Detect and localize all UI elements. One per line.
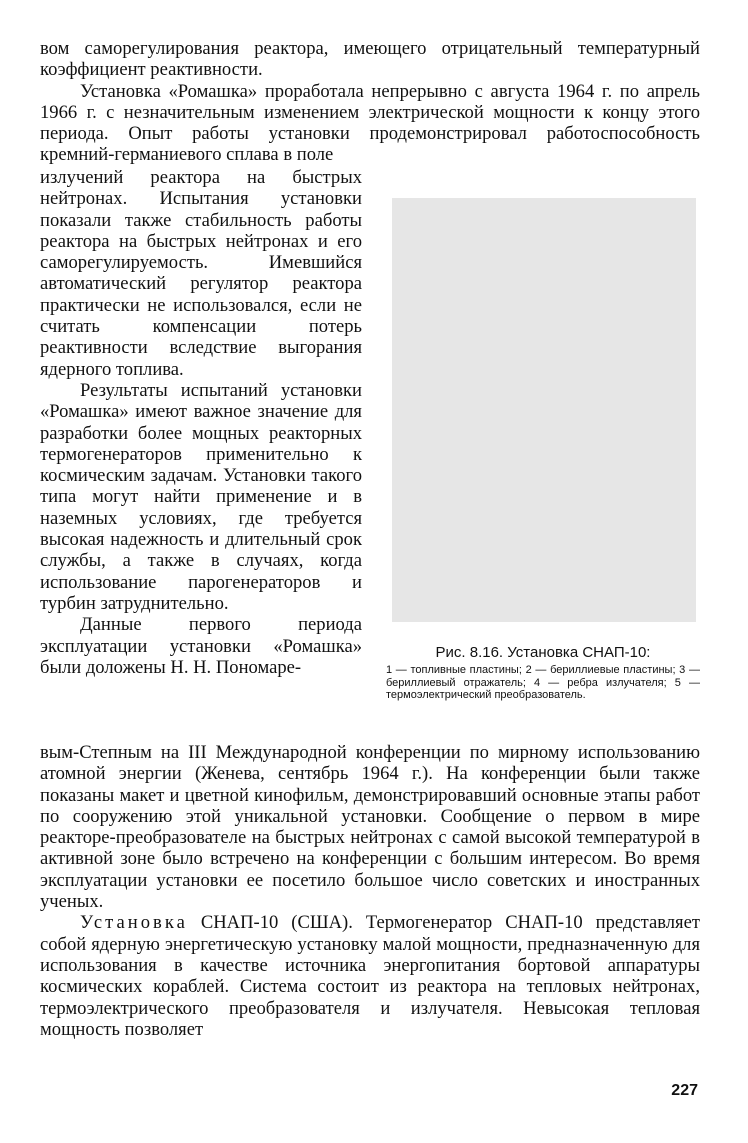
figure-caption <box>386 644 700 702</box>
paragraph-data: Данные первого периода эксплуатации установки «Ромашка» были доложены Н. Н. Пономаре- <box>40 614 362 678</box>
paragraph-continued: вом саморегулирования реактора, имеющего отрицательный температурный коэффициент реактивности. <box>40 38 700 81</box>
paragraph-snap10 <box>40 912 700 1040</box>
spaced-heading: Установка <box>80 912 188 934</box>
paragraph-romashka: Установка «Ромашка» проработала непрерывно с августа 1964 г. по апрель 1966 г. с незначительным изменением электрической мощности к концу этого периода. Опыт работы установки продемонстрировал работоспособность кремний-германиевого сплава в поле <box>40 80 700 166</box>
paragraph-radiation: излучений реактора на быстрых нейтронах. Испытания установки показали также стабильность работы реактора на быстрых нейтронах и его саморегулируемость. Имевшийся автоматический регулятор реактора практически не использовался, если не считать компенсации потерь реактивности вследствие выгорания ядерного топлива. <box>40 167 362 380</box>
top-text-block <box>40 38 700 166</box>
paragraph-results: Результаты испытаний установки «Ромашка» имеют важное значение для разработки более мощных реакторных термогенераторов применительно к космическим задачам. Установки такого типа могут найти применение и в наземных условиях, где требуется высокая надежность и длительный срок службы, а также в случаях, когда использование парогенераторов и турбин затруднительно. <box>40 379 362 614</box>
paragraph-snap10-body: СНАП-10 (США). Термогенератор СНАП-10 представляет собой ядерную энергетическую установку малой мощности, предназначенную для использования в качестве источника энергопитания бортовой аппаратуры космических кораблей. Система состоит из реактора на тепловых нейтронах, термоэлектрического преобразователя и излучателя. Невысокая тепловая мощность позволяет <box>40 912 700 1040</box>
bottom-text-block <box>40 742 700 1040</box>
caption-title: Рис. 8.16. Установка СНАП-10: <box>435 644 651 661</box>
caption-legend: 1 — топливные пластины; 2 — бериллиевые пластины; 3 — бериллиевый отражатель; 4 — ребра излучателя; 5 — термоэлектрический преобразователь. <box>386 664 700 701</box>
left-column-text <box>40 167 362 678</box>
reactor-figure <box>392 198 696 622</box>
paragraph-conference: вым-Степным на III Международной конференции по мирному использованию атомной энергии (Женева, сентябрь 1964 г.). На конференции были также показаны макет и цветной кинофильм, демонстрировавший основные этапы работ по сооружению этой уникальной установки. Сообщение о первом в мире реакторе-преобразователе на быстрых нейтронах с самой высокой температурой в активной зоне было встречено на конференции с большим интересом. Во время эксплуатации установки ее посетило большое число советских и иностранных ученых. <box>40 742 700 913</box>
page-number: 227 <box>671 1082 698 1099</box>
